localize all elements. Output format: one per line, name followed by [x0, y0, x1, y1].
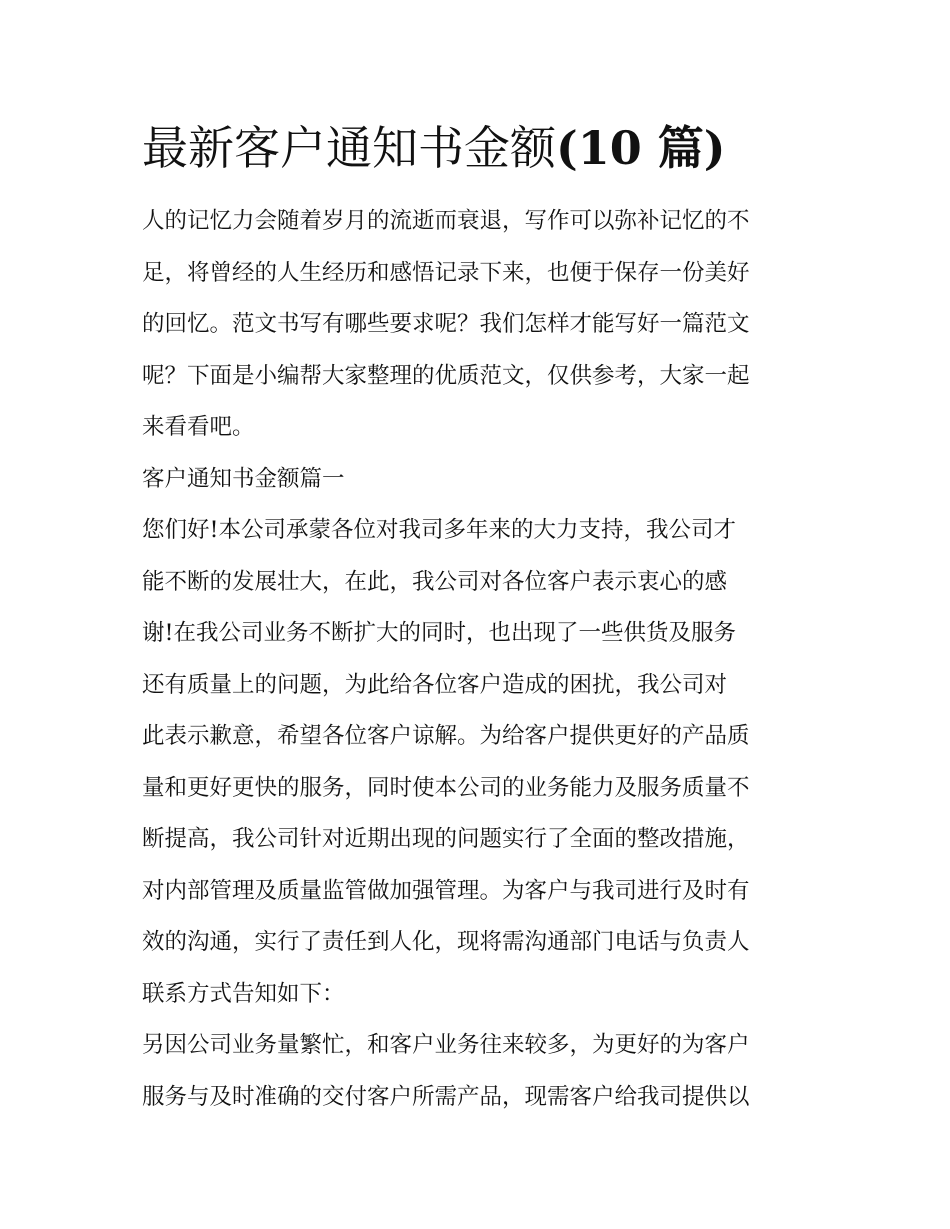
title-main: 最新客户通知书金额 [142, 121, 556, 175]
body-line: 谢!在我公司业务不断扩大的同时，也出现了一些供货及服务 [142, 620, 737, 646]
section-heading-paragraph [142, 454, 822, 506]
body-line: 效的沟通，实行了责任到人化，现将需沟通部门电话与负责人 [142, 929, 750, 955]
body-line: 量和更好更快的服务，同时使本公司的业务能力及服务质量不 [142, 774, 750, 801]
section-heading: 客户通知书金额篇一 [142, 465, 345, 492]
body-line: 断提高，我公司针对近期出现的问题实行了全面的整改措施， [142, 826, 750, 852]
body-line: 联系方式告知如下： [142, 980, 345, 1007]
body-line: 能不断的发展壮大，在此，我公司对各位客户表示衷心的感 [142, 568, 728, 595]
body-line: 您们好!本公司承蒙各位对我司多年来的大力支持，我公司才 [142, 517, 737, 543]
document-title [142, 116, 822, 180]
intro-line: 来看看吧。 [142, 414, 255, 440]
body-line: 对内部管理及质量监管做加强管理。为客户与我司进行及时有 [142, 877, 750, 904]
body-line: 此表示歉意，希望各位客户谅解。为给客户提供更好的产品质 [142, 723, 750, 749]
title-suffix: (10 篇) [556, 121, 726, 175]
intro-line: 足，将曾经的人生经历和感悟记录下来，也便于保存一份美好 [142, 259, 750, 286]
intro-line: 的回忆。范文书写有哪些要求呢？我们怎样才能写好一篇范文 [142, 311, 750, 337]
body-paragraph [142, 505, 822, 1020]
intro-paragraph [142, 196, 822, 454]
closing-paragraph [142, 1020, 822, 1123]
closing-line: 服务与及时准确的交付客户所需产品，现需客户给我司提供以 [142, 1083, 750, 1110]
intro-line: 人的记忆力会随着岁月的流逝而衰退，写作可以弥补记忆的不 [142, 208, 750, 234]
closing-line: 另因公司业务量繁忙，和客户业务往来较多，为更好的为客户 [142, 1032, 750, 1058]
document-page [142, 116, 822, 1123]
body-line: 还有质量上的问题，为此给各位客户造成的困扰，我公司对 [142, 671, 728, 698]
intro-line: 呢？下面是小编帮大家整理的优质范文，仅供参考，大家一起 [142, 362, 750, 389]
